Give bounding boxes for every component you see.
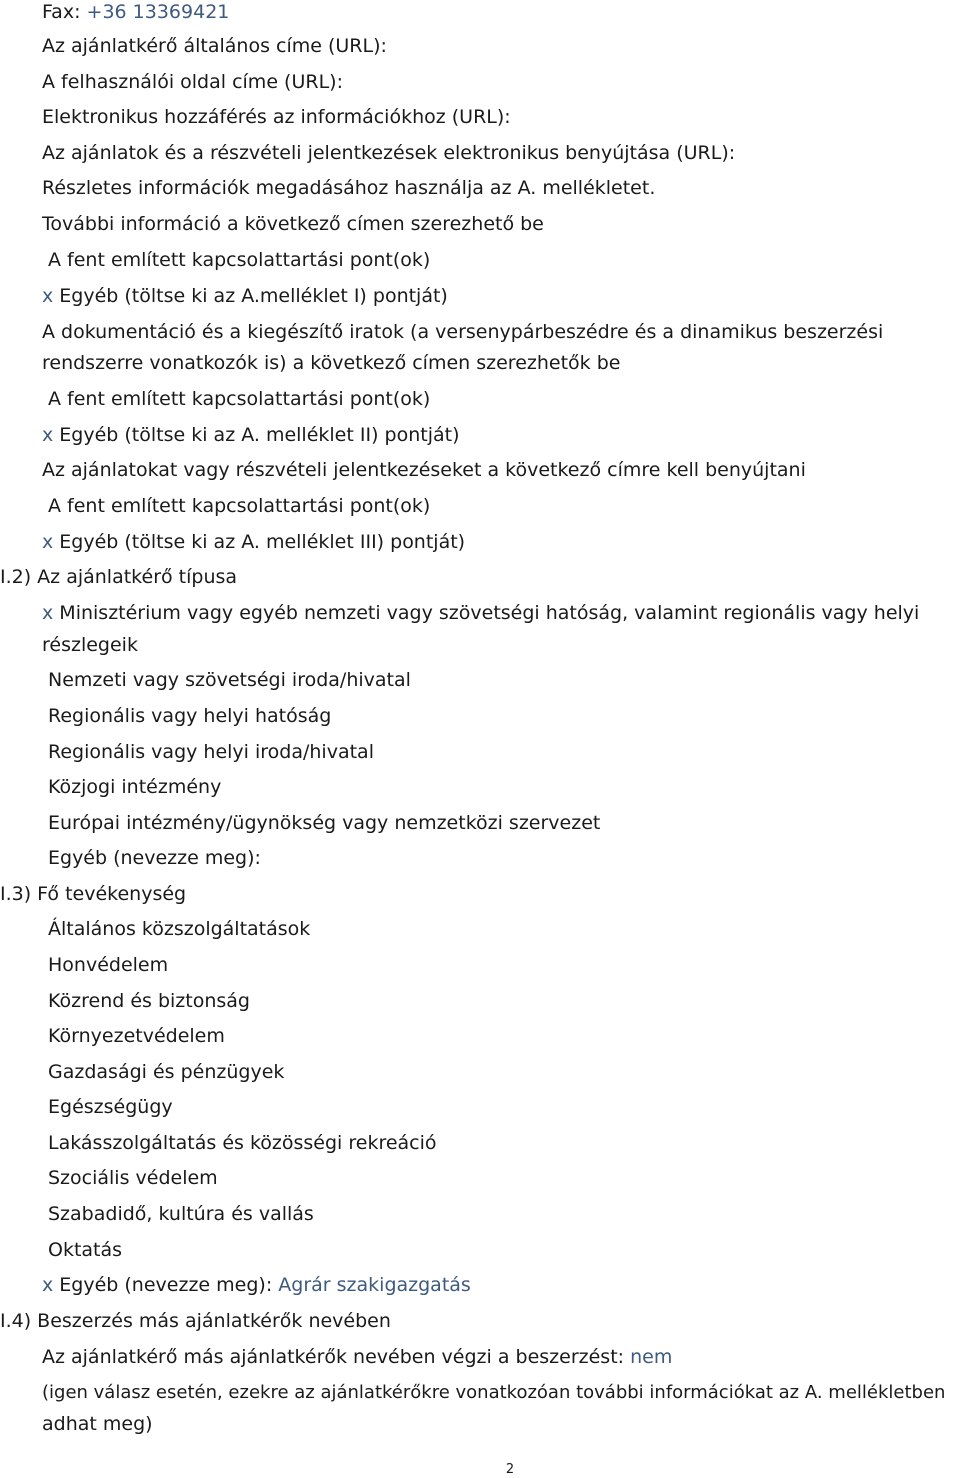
type-option: Egyéb (nevezze meg): — [48, 847, 261, 869]
page-number: 2 — [505, 1462, 515, 1477]
activity-option-other — [42, 1273, 471, 1297]
option-label: Egyéb (töltse ki az A. melléklet II) pontját) — [59, 424, 460, 446]
fax-label: Fax: — [42, 1, 81, 23]
activity-option: Környezetvédelem — [48, 1025, 225, 1047]
checkbox-mark: x — [42, 285, 54, 307]
submission-option-above: A fent említett kapcsolattartási pont(ok) — [48, 495, 431, 517]
fax-line — [42, 0, 229, 24]
activity-option: Közrend és biztonság — [48, 990, 250, 1012]
activity-option: Szabadidő, kultúra és vallás — [48, 1203, 314, 1225]
option-label: Egyéb (nevezze meg): — [59, 1274, 273, 1296]
electronic-access-url-label: Elektronikus hozzáférés az információkhoz (URL): — [42, 106, 511, 128]
activity-option: Honvédelem — [48, 954, 169, 976]
activity-option: Egészségügy — [48, 1096, 173, 1118]
question-label: Az ajánlatkérő más ajánlatkérők nevében végzi a beszerzést: — [42, 1346, 625, 1368]
type-option: Közjogi intézmény — [48, 776, 222, 798]
documents-option-above: A fent említett kapcsolattartási pont(ok) — [48, 388, 431, 410]
activity-option: Gazdasági és pénzügyek — [48, 1061, 285, 1083]
option-value: Agrár szakigazgatás — [278, 1274, 471, 1296]
activity-option: Lakásszolgáltatás és közösségi rekreáció — [48, 1132, 437, 1154]
further-info-option-other — [42, 284, 448, 308]
activity-option: Szociális védelem — [48, 1167, 218, 1189]
question-answer: nem — [630, 1346, 673, 1368]
option-label: Egyéb (töltse ki az A.melléklet I) pontját) — [59, 285, 448, 307]
activity-option: Általános közszolgáltatások — [48, 918, 311, 940]
documents-heading-line2: rendszerre vonatkozók is) a következő címen szerezhetők be — [42, 352, 621, 374]
electronic-submission-url-label: Az ajánlatok és a részvételi jelentkezések elektronikus benyújtása (URL): — [42, 142, 736, 164]
type-option: Európai intézmény/ügynökség vagy nemzetközi szervezet — [48, 812, 601, 834]
checkbox-mark: x — [42, 531, 54, 553]
section-1-3-heading: I.3) Fő tevékenység — [0, 883, 187, 905]
checkbox-mark: x — [42, 1274, 54, 1296]
documents-option-other — [42, 423, 459, 447]
option-label: Minisztérium vagy egyéb nemzeti vagy szövetségi hatóság, valamint regionális vagy helyi — [59, 602, 920, 624]
type-option-ministry-cont: részlegeik — [42, 634, 138, 656]
submission-option-other — [42, 530, 465, 554]
general-url-label: Az ajánlatkérő általános címe (URL): — [42, 35, 387, 57]
type-option: Regionális vagy helyi hatóság — [48, 705, 332, 727]
on-behalf-note-line2: adhat meg) — [42, 1413, 153, 1435]
type-option: Regionális vagy helyi iroda/hivatal — [48, 741, 374, 763]
annex-note: Részletes információk megadásához használja az A. mellékletet. — [42, 177, 656, 199]
checkbox-mark: x — [42, 424, 54, 446]
further-info-heading: További információ a következő címen szerezhető be — [42, 213, 544, 235]
checkbox-mark: x — [42, 602, 54, 624]
fax-value: +36 13369421 — [86, 1, 230, 23]
further-info-option-above: A fent említett kapcsolattartási pont(ok) — [48, 249, 431, 271]
type-option-ministry — [42, 601, 919, 625]
type-option: Nemzeti vagy szövetségi iroda/hivatal — [48, 669, 411, 691]
on-behalf-question — [42, 1345, 672, 1369]
on-behalf-note-line1: (igen válasz esetén, ezekre az ajánlatkérőkre vonatkozóan további információkat az A. mellékletben — [42, 1382, 946, 1403]
documents-heading-line1: A dokumentáció és a kiegészítő iratok (a versenypárbeszédre és a dinamikus beszerzési — [42, 321, 884, 343]
submission-heading: Az ajánlatokat vagy részvételi jelentkezéseket a következő címre kell benyújtani — [42, 459, 806, 481]
option-label: Egyéb (töltse ki az A. melléklet III) pontját) — [59, 531, 466, 553]
activity-option: Oktatás — [48, 1239, 123, 1261]
section-1-4-heading: I.4) Beszerzés más ajánlatkérők nevében — [0, 1310, 391, 1332]
section-1-2-heading: I.2) Az ajánlatkérő típusa — [0, 566, 238, 588]
buyer-profile-url-label: A felhasználói oldal címe (URL): — [42, 71, 343, 93]
